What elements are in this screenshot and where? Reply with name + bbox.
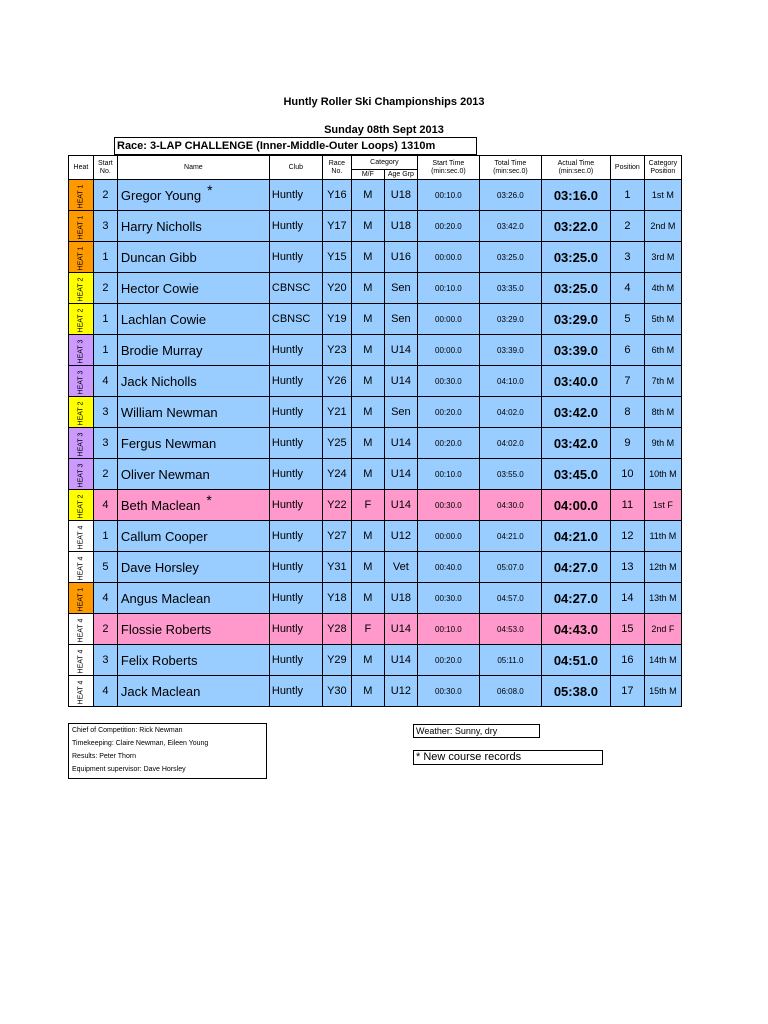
results-body — [69, 180, 682, 707]
category-position-cell: 6th M — [644, 335, 681, 366]
heat-label: HEAT 4 — [77, 525, 85, 550]
club-cell: Huntly — [269, 397, 322, 428]
name-cell — [117, 521, 269, 552]
position-cell: 14 — [610, 583, 644, 614]
club-cell: Huntly — [269, 521, 322, 552]
position-cell: 9 — [610, 428, 644, 459]
total-time-cell: 06:08.0 — [479, 676, 541, 707]
official-equipment: Equipment supervisor: Dave Horsley — [72, 766, 186, 773]
heat-cell — [69, 304, 94, 335]
race-no-cell: Y28 — [322, 614, 351, 645]
mf-cell: M — [351, 335, 384, 366]
heat-label: HEAT 1 — [77, 215, 85, 240]
heat-cell — [69, 459, 94, 490]
athlete-name: Harry Nicholls — [120, 218, 202, 234]
total-time-cell: 04:57.0 — [479, 583, 541, 614]
race-no-cell: Y25 — [322, 428, 351, 459]
header-actual-time: Actual Time (min:sec.0) — [541, 156, 610, 180]
header-start-time: Start Time (min:sec.0) — [417, 156, 479, 180]
start-no-cell: 2 — [93, 459, 117, 490]
age-group-cell: U14 — [384, 366, 417, 397]
club-cell: Huntly — [269, 552, 322, 583]
heat-label: HEAT 4 — [77, 618, 85, 643]
race-no-cell: Y17 — [322, 211, 351, 242]
heat-cell — [69, 335, 94, 366]
start-time-cell: 00:20.0 — [417, 428, 479, 459]
heat-cell — [69, 366, 94, 397]
athlete-name: Lachlan Cowie — [120, 311, 207, 327]
total-time-cell: 04:02.0 — [479, 397, 541, 428]
position-cell: 1 — [610, 180, 644, 211]
heat-cell — [69, 211, 94, 242]
category-position-cell: 7th M — [644, 366, 681, 397]
start-time-cell: 00:10.0 — [417, 180, 479, 211]
position-cell: 8 — [610, 397, 644, 428]
position-cell: 13 — [610, 552, 644, 583]
club-cell: Huntly — [269, 335, 322, 366]
heat-label: HEAT 4 — [77, 556, 85, 581]
total-time-cell: 04:10.0 — [479, 366, 541, 397]
mf-cell: M — [351, 366, 384, 397]
actual-time-cell: 03:22.0 — [541, 211, 610, 242]
position-cell: 11 — [610, 490, 644, 521]
header-total-time: Total Time (min:sec.0) — [479, 156, 541, 180]
heat-cell — [69, 428, 94, 459]
heat-cell — [69, 397, 94, 428]
age-group-cell: U18 — [384, 583, 417, 614]
start-no-cell: 2 — [93, 180, 117, 211]
heat-label: HEAT 3 — [77, 339, 85, 364]
actual-time-cell: 04:27.0 — [541, 552, 610, 583]
age-group-cell: U14 — [384, 645, 417, 676]
race-no-cell: Y21 — [322, 397, 351, 428]
header-name: Name — [117, 156, 269, 180]
table-row — [69, 397, 682, 428]
mf-cell: M — [351, 552, 384, 583]
age-group-cell: U18 — [384, 180, 417, 211]
start-time-cell: 00:30.0 — [417, 366, 479, 397]
total-time-cell: 03:29.0 — [479, 304, 541, 335]
start-no-cell: 1 — [93, 521, 117, 552]
category-position-cell: 14th M — [644, 645, 681, 676]
actual-time-cell: 04:00.0 — [541, 490, 610, 521]
start-no-cell: 3 — [93, 397, 117, 428]
header-age-grp: Age Grp — [384, 170, 417, 180]
actual-time-cell: 04:43.0 — [541, 614, 610, 645]
position-cell: 15 — [610, 614, 644, 645]
actual-time-cell: 05:38.0 — [541, 676, 610, 707]
name-cell — [117, 304, 269, 335]
athlete-name: Dave Horsley — [120, 559, 199, 575]
age-group-cell: U18 — [384, 211, 417, 242]
official-results: Results: Peter Thorn — [72, 753, 137, 760]
start-no-cell: 3 — [93, 645, 117, 676]
race-no-cell: Y24 — [322, 459, 351, 490]
name-cell — [117, 459, 269, 490]
table-row — [69, 583, 682, 614]
position-cell: 6 — [610, 335, 644, 366]
heat-label: HEAT 3 — [77, 432, 85, 457]
name-cell — [117, 180, 269, 211]
race-no-cell: Y20 — [322, 273, 351, 304]
name-cell — [117, 366, 269, 397]
start-no-cell: 4 — [93, 676, 117, 707]
athlete-name: Flossie Roberts — [120, 621, 212, 637]
name-cell — [117, 676, 269, 707]
total-time-cell: 03:35.0 — [479, 273, 541, 304]
position-cell: 12 — [610, 521, 644, 552]
start-time-cell: 00:00.0 — [417, 521, 479, 552]
heat-label: HEAT 2 — [77, 494, 85, 519]
actual-time-cell: 03:16.0 — [541, 180, 610, 211]
mf-cell: M — [351, 180, 384, 211]
heat-cell — [69, 180, 94, 211]
heat-label: HEAT 2 — [77, 308, 85, 333]
athlete-name: Angus Maclean — [120, 590, 211, 606]
race-no-cell: Y29 — [322, 645, 351, 676]
category-position-cell: 13th M — [644, 583, 681, 614]
table-row — [69, 521, 682, 552]
actual-time-cell: 04:51.0 — [541, 645, 610, 676]
age-group-cell: Sen — [384, 397, 417, 428]
table-row — [69, 335, 682, 366]
mf-cell: M — [351, 676, 384, 707]
start-time-cell: 00:20.0 — [417, 211, 479, 242]
club-cell: Huntly — [269, 583, 322, 614]
total-time-cell: 03:25.0 — [479, 242, 541, 273]
mf-cell: F — [351, 490, 384, 521]
heat-label: HEAT 1 — [77, 587, 85, 612]
club-cell: Huntly — [269, 490, 322, 521]
race-no-cell: Y30 — [322, 676, 351, 707]
name-cell — [117, 273, 269, 304]
race-description: Race: 3-LAP CHALLENGE (Inner-Middle-Outer Loops) 1310m — [114, 137, 477, 155]
race-no-cell: Y23 — [322, 335, 351, 366]
total-time-cell: 04:53.0 — [479, 614, 541, 645]
heat-label: HEAT 4 — [77, 680, 85, 705]
actual-time-cell: 03:42.0 — [541, 397, 610, 428]
age-group-cell: U14 — [384, 614, 417, 645]
page-title: Huntly Roller Ski Championships 2013 — [283, 96, 485, 108]
age-group-cell: U14 — [384, 335, 417, 366]
records-note: * New course records — [413, 750, 603, 765]
age-group-cell: Sen — [384, 273, 417, 304]
heat-label: HEAT 1 — [77, 184, 85, 209]
header-mf: M/F — [351, 170, 384, 180]
start-time-cell: 00:30.0 — [417, 490, 479, 521]
club-cell: Huntly — [269, 676, 322, 707]
record-star: * — [206, 492, 212, 508]
race-no-cell: Y16 — [322, 180, 351, 211]
category-position-cell: 8th M — [644, 397, 681, 428]
athlete-name: Jack Maclean — [120, 683, 201, 699]
athlete-name: William Newman — [120, 404, 218, 420]
header-start-no: Start No. — [93, 156, 117, 180]
officials-box — [68, 723, 267, 779]
race-no-cell: Y26 — [322, 366, 351, 397]
race-no-cell: Y22 — [322, 490, 351, 521]
age-group-cell: U12 — [384, 521, 417, 552]
start-no-cell: 4 — [93, 583, 117, 614]
position-cell: 3 — [610, 242, 644, 273]
category-position-cell: 15th M — [644, 676, 681, 707]
athlete-name: Felix Roberts — [120, 652, 198, 668]
age-group-cell: U14 — [384, 490, 417, 521]
athlete-name: Beth Maclean — [120, 498, 201, 513]
actual-time-cell: 03:25.0 — [541, 242, 610, 273]
mf-cell: M — [351, 521, 384, 552]
heat-cell — [69, 273, 94, 304]
start-no-cell: 1 — [93, 304, 117, 335]
name-cell — [117, 645, 269, 676]
mf-cell: F — [351, 614, 384, 645]
table-row — [69, 211, 682, 242]
heat-label: HEAT 2 — [77, 277, 85, 302]
start-no-cell: 2 — [93, 273, 117, 304]
category-position-cell: 11th M — [644, 521, 681, 552]
table-row — [69, 242, 682, 273]
start-time-cell: 00:10.0 — [417, 459, 479, 490]
athlete-name: Gregor Young — [120, 188, 202, 203]
start-no-cell: 1 — [93, 335, 117, 366]
start-no-cell: 1 — [93, 242, 117, 273]
mf-cell: M — [351, 211, 384, 242]
total-time-cell: 05:07.0 — [479, 552, 541, 583]
start-time-cell: 00:30.0 — [417, 676, 479, 707]
name-cell — [117, 211, 269, 242]
athlete-name: Duncan Gibb — [120, 249, 197, 265]
actual-time-cell: 03:25.0 — [541, 273, 610, 304]
start-time-cell: 00:00.0 — [417, 335, 479, 366]
heat-cell — [69, 242, 94, 273]
position-cell: 7 — [610, 366, 644, 397]
age-group-cell: Vet — [384, 552, 417, 583]
age-group-cell: U16 — [384, 242, 417, 273]
position-cell: 16 — [610, 645, 644, 676]
name-cell — [117, 242, 269, 273]
start-no-cell: 2 — [93, 614, 117, 645]
total-time-cell: 03:39.0 — [479, 335, 541, 366]
athlete-name: Oliver Newman — [120, 466, 210, 482]
header-club: Club — [269, 156, 322, 180]
header-heat: Heat — [69, 156, 94, 180]
name-cell — [117, 335, 269, 366]
table-row — [69, 676, 682, 707]
position-cell: 10 — [610, 459, 644, 490]
heat-cell — [69, 490, 94, 521]
total-time-cell: 05:11.0 — [479, 645, 541, 676]
start-no-cell: 3 — [93, 428, 117, 459]
category-position-cell: 1st M — [644, 180, 681, 211]
age-group-cell: U12 — [384, 676, 417, 707]
athlete-name: Callum Cooper — [120, 528, 208, 544]
club-cell: Huntly — [269, 242, 322, 273]
start-time-cell: 00:20.0 — [417, 397, 479, 428]
category-position-cell: 10th M — [644, 459, 681, 490]
category-position-cell: 4th M — [644, 273, 681, 304]
mf-cell: M — [351, 304, 384, 335]
start-time-cell: 00:40.0 — [417, 552, 479, 583]
record-star: * — [207, 182, 213, 198]
category-position-cell: 2nd M — [644, 211, 681, 242]
club-cell: CBNSC — [269, 304, 322, 335]
category-position-cell: 2nd F — [644, 614, 681, 645]
start-time-cell: 00:30.0 — [417, 583, 479, 614]
mf-cell: M — [351, 273, 384, 304]
table-row — [69, 490, 682, 521]
start-no-cell: 5 — [93, 552, 117, 583]
header-race-no: Race No. — [322, 156, 351, 180]
actual-time-cell: 03:45.0 — [541, 459, 610, 490]
actual-time-cell: 03:42.0 — [541, 428, 610, 459]
club-cell: Huntly — [269, 211, 322, 242]
age-group-cell: U14 — [384, 428, 417, 459]
club-cell: Huntly — [269, 459, 322, 490]
race-no-cell: Y15 — [322, 242, 351, 273]
athlete-name: Fergus Newman — [120, 435, 217, 451]
table-row — [69, 366, 682, 397]
heat-label: HEAT 2 — [77, 401, 85, 426]
total-time-cell: 03:55.0 — [479, 459, 541, 490]
category-position-cell: 3rd M — [644, 242, 681, 273]
actual-time-cell: 04:21.0 — [541, 521, 610, 552]
position-cell: 2 — [610, 211, 644, 242]
start-time-cell: 00:00.0 — [417, 304, 479, 335]
header-category-position: Category Position — [644, 156, 681, 180]
club-cell: Huntly — [269, 428, 322, 459]
results-table — [68, 155, 682, 707]
category-position-cell: 5th M — [644, 304, 681, 335]
total-time-cell: 03:26.0 — [479, 180, 541, 211]
heat-label: HEAT 3 — [77, 463, 85, 488]
club-cell: Huntly — [269, 614, 322, 645]
position-cell: 5 — [610, 304, 644, 335]
header-position: Position — [610, 156, 644, 180]
actual-time-cell: 03:39.0 — [541, 335, 610, 366]
race-no-cell: Y18 — [322, 583, 351, 614]
name-cell — [117, 614, 269, 645]
table-row — [69, 552, 682, 583]
athlete-name: Jack Nicholls — [120, 373, 197, 389]
club-cell: Huntly — [269, 366, 322, 397]
name-cell — [117, 552, 269, 583]
start-time-cell: 00:20.0 — [417, 645, 479, 676]
athlete-name: Hector Cowie — [120, 280, 199, 296]
official-timekeeping: Timekeeping: Claire Newman, Eileen Young — [72, 740, 209, 747]
table-row — [69, 273, 682, 304]
start-no-cell: 3 — [93, 211, 117, 242]
heat-label: HEAT 3 — [77, 370, 85, 395]
table-row — [69, 645, 682, 676]
race-no-cell: Y31 — [322, 552, 351, 583]
age-group-cell: U14 — [384, 459, 417, 490]
mf-cell: M — [351, 397, 384, 428]
heat-cell — [69, 614, 94, 645]
heat-cell — [69, 583, 94, 614]
start-no-cell: 4 — [93, 490, 117, 521]
total-time-cell: 04:02.0 — [479, 428, 541, 459]
actual-time-cell: 03:29.0 — [541, 304, 610, 335]
club-cell: CBNSC — [269, 273, 322, 304]
table-row — [69, 304, 682, 335]
table-row — [69, 459, 682, 490]
club-cell: Huntly — [269, 645, 322, 676]
name-cell — [117, 583, 269, 614]
category-position-cell: 12th M — [644, 552, 681, 583]
table-row — [69, 180, 682, 211]
heat-label: HEAT 4 — [77, 649, 85, 674]
start-time-cell: 00:10.0 — [417, 614, 479, 645]
start-no-cell: 4 — [93, 366, 117, 397]
name-cell — [117, 428, 269, 459]
heat-cell — [69, 645, 94, 676]
mf-cell: M — [351, 242, 384, 273]
mf-cell: M — [351, 428, 384, 459]
heat-cell — [69, 676, 94, 707]
age-group-cell: Sen — [384, 304, 417, 335]
heat-cell — [69, 521, 94, 552]
table-row — [69, 614, 682, 645]
mf-cell: M — [351, 459, 384, 490]
mf-cell: M — [351, 583, 384, 614]
category-position-cell: 1st F — [644, 490, 681, 521]
position-cell: 4 — [610, 273, 644, 304]
athlete-name: Brodie Murray — [120, 342, 203, 358]
header-category: Category — [351, 156, 417, 170]
start-time-cell: 00:10.0 — [417, 273, 479, 304]
total-time-cell: 04:30.0 — [479, 490, 541, 521]
actual-time-cell: 04:27.0 — [541, 583, 610, 614]
position-cell: 17 — [610, 676, 644, 707]
race-no-cell: Y27 — [322, 521, 351, 552]
name-cell — [117, 397, 269, 428]
name-cell — [117, 490, 269, 521]
heat-cell — [69, 552, 94, 583]
total-time-cell: 03:42.0 — [479, 211, 541, 242]
category-position-cell: 9th M — [644, 428, 681, 459]
total-time-cell: 04:21.0 — [479, 521, 541, 552]
heat-label: HEAT 1 — [77, 246, 85, 271]
table-row — [69, 428, 682, 459]
actual-time-cell: 03:40.0 — [541, 366, 610, 397]
race-no-cell: Y19 — [322, 304, 351, 335]
start-time-cell: 00:00.0 — [417, 242, 479, 273]
club-cell: Huntly — [269, 180, 322, 211]
official-chief: Chief of Competition: Rick Newman — [72, 727, 183, 734]
mf-cell: M — [351, 645, 384, 676]
weather-note: Weather: Sunny, dry — [413, 724, 540, 738]
event-date: Sunday 08th Sept 2013 — [324, 124, 444, 136]
